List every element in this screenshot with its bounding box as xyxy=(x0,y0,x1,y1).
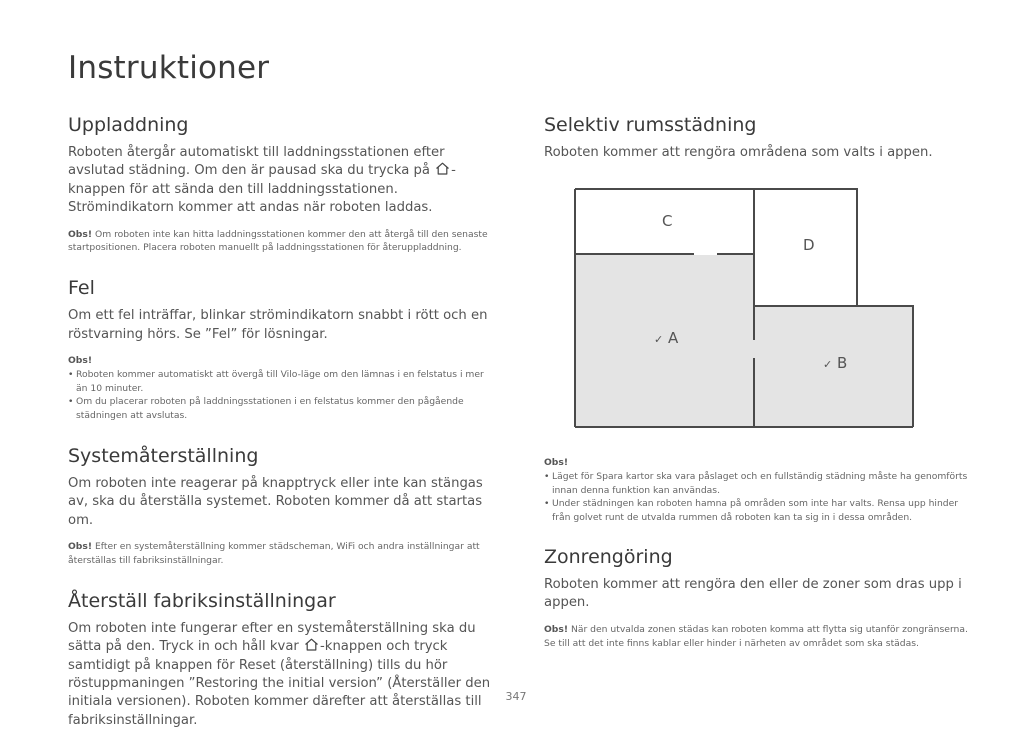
factory-reset-body xyxy=(68,620,493,730)
charging-note xyxy=(68,228,493,256)
room-cleaning-notes xyxy=(544,446,969,525)
room-cleaning-note-item: • Under städningen kan roboten hamna på områden som inte har valts. Rensa upp hinder från golvet runt de utvalda rummen då roboten kan ta sig in i dessa områden. xyxy=(544,497,969,525)
charging-body xyxy=(68,144,493,218)
section-zone-cleaning xyxy=(544,544,969,650)
error-note-list xyxy=(68,368,493,423)
system-reset-note xyxy=(68,540,493,568)
system-reset-note-label: Obs! xyxy=(68,541,93,553)
zone-cleaning-body: Roboten kommer att rengöra den eller de zoner som dras upp i appen. xyxy=(544,577,962,611)
left-column xyxy=(68,112,493,730)
room-cleaning-note-label: Obs! xyxy=(544,457,569,468)
charging-note-label: Obs! xyxy=(68,228,93,240)
section-error xyxy=(68,275,493,423)
check-icon: ✓ xyxy=(823,358,833,371)
section-charging xyxy=(68,112,493,255)
right-column xyxy=(544,112,969,162)
room-label-a: A xyxy=(668,329,679,347)
zone-cleaning-note xyxy=(544,623,969,651)
error-heading: Fel xyxy=(68,277,95,300)
room-label-b-wrap xyxy=(823,354,847,372)
charging-heading: Uppladdning xyxy=(68,114,189,136)
charging-body-part2: -knappen för att sända den till laddningsstationen. Strömindikatorn kommer att andas när roboten laddas. xyxy=(68,163,456,216)
error-note-item: • Om du placerar roboten på laddningsstationen i en felstatus kommer den pågående städningen att avslutas. xyxy=(68,395,493,423)
charging-body-part1: Roboten återgår automatiskt till laddningsstationen efter avslutad städning. Om den är pausad ska du trycka på xyxy=(68,145,445,179)
error-note-label: Obs! xyxy=(68,355,93,367)
room-label-c: C xyxy=(662,212,673,230)
page-number: 347 xyxy=(505,690,527,703)
room-cleaning-note-list xyxy=(544,470,969,525)
system-reset-heading: Systemåterställning xyxy=(68,445,259,468)
room-label-a-wrap xyxy=(654,329,678,347)
room-cleaning-body: Roboten kommer att rengöra områdena som valts i appen. xyxy=(544,145,933,160)
page-title: Instruktioner xyxy=(68,50,270,86)
check-icon: ✓ xyxy=(654,333,664,346)
room-cleaning-note-item: • Läget för Spara kartor ska vara påslaget och en fullständig städning måste ha genomförts innan denna funktion kan användas. xyxy=(544,470,969,498)
section-factory-reset xyxy=(68,588,493,730)
zone-cleaning-note-label: Obs! xyxy=(544,623,569,635)
system-reset-note-text: Efter en systemåterställning kommer städscheman, WiFi och andra inställningar att återställas till fabriksinställningar. xyxy=(68,541,480,567)
zone-cleaning-heading: Zonrengöring xyxy=(544,546,673,568)
factory-reset-body-part1: Om roboten inte fungerar efter en systemåterställning ska du sätta på den. Tryck in och håll kvar xyxy=(68,620,476,655)
factory-reset-heading: Återställ fabriksinställningar xyxy=(68,589,336,612)
home-icon xyxy=(435,162,450,175)
error-body: Om ett fel inträffar, blinkar strömindikatorn snabbt i rött och en röstvarning hörs. Se ”Fel” för lösningar. xyxy=(68,308,488,342)
system-reset-body: Om roboten inte reagerar på knapptryck eller inte kan stängas av, ska du återställa systemet. Roboten kommer då att startas om. xyxy=(68,476,483,528)
charging-note-text: Om roboten inte kan hitta laddningsstationen kommer den att återgå till den senaste startpositionen. Placera roboten manuellt på laddningsstationen för återuppladdning. xyxy=(68,228,488,254)
error-note-item: • Roboten kommer automatiskt att övergå till Vilo-läge om den lämnas i en felstatus i mer än 10 minuter. xyxy=(68,368,493,396)
room-map xyxy=(574,188,916,428)
section-room-cleaning xyxy=(544,112,969,162)
home-icon xyxy=(304,638,319,651)
zone-cleaning-note-text: När den utvalda zonen städas kan roboten komma att flytta sig utanför zongränserna. Se till att det inte finns kablar eller hinder i närheten av området som ska städas. xyxy=(544,623,968,649)
factory-reset-body-part2: -knappen och tryck samtidigt på knappen för Reset (återställning) tills du hör röstuppmaningen ”Restoring the initial version” (Återställer den initiala versionen). Roboten kommer därefter att återställas till fabriksinställningar. xyxy=(68,639,491,728)
section-system-reset xyxy=(68,443,493,568)
room-map-svg xyxy=(574,188,916,428)
room-label-b: B xyxy=(837,354,848,372)
room-label-d: D xyxy=(803,236,815,254)
room-cleaning-heading: Selektiv rumsstädning xyxy=(544,114,757,136)
